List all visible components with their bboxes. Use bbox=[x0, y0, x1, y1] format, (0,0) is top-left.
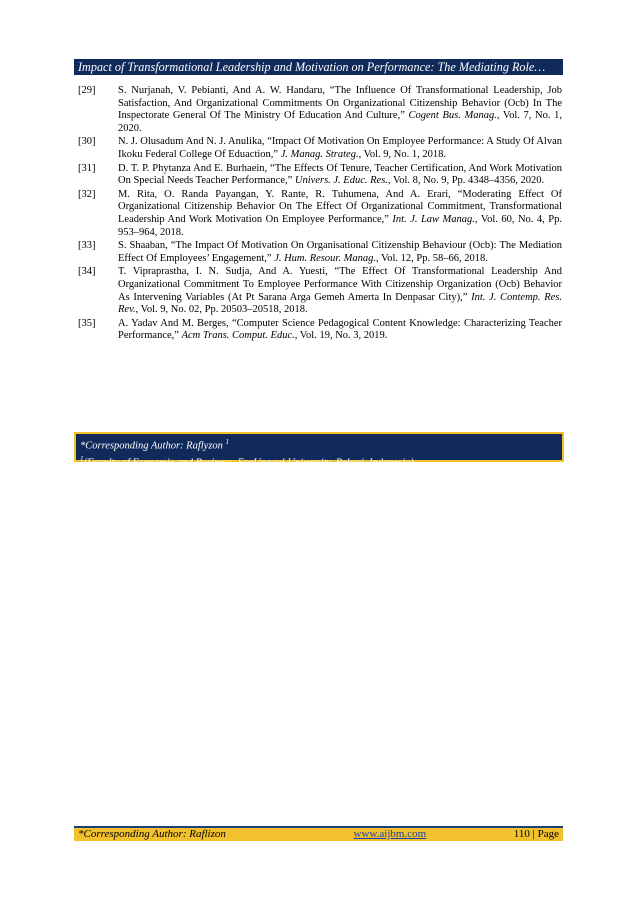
reference-text: M. Rita, O. Randa Payangan, Y. Rante, R. Tuhumena, And A. Erari, “Moderating Effect Of Organizational Citizenship Behavior On The Effect Of Organizational Commitment, Transformational Leadership And Work Motivation On Employee Performance,” Int. J. Law Manag., Vol. 60, No. 4, Pp. 953–964, 2018. bbox=[118, 188, 562, 238]
reference-text: A. Yadav And M. Berges, “Computer Science Pedagogical Content Knowledge: Characterizing Teacher Performance,” Acm Trans. Comput. Educ., Vol. 19, No. 3, 2019. bbox=[118, 317, 562, 342]
reference-item bbox=[78, 189, 562, 239]
journal-name: Univers. J. Educ. Res. bbox=[294, 175, 388, 187]
journal-link[interactable]: www.aijbm.com bbox=[353, 828, 427, 840]
affiliation-marker: 1 bbox=[225, 438, 230, 446]
affiliation-marker: 1 bbox=[80, 454, 84, 463]
journal-name: Int. J. Law Manag. bbox=[392, 213, 475, 225]
reference-item bbox=[78, 85, 562, 135]
journal-name: Int. J. Contemp. Res. Rev. bbox=[118, 291, 562, 316]
reference-text: S. Nurjanah, V. Pebianti, And A. W. Handaru, “The Influence Of Transformational Leadership, Job Satisfaction, And Organizational Commitments On Organizational Citizenship Behavior (Ocb) In The Inspectorate General Of The Ministry Of Education And Culture,” Cogent Bus. Manag., Vol. 7, No. 1, 2020. bbox=[118, 85, 562, 134]
reference-item bbox=[78, 136, 562, 161]
footer-author: *Corresponding Author: Raflizon bbox=[78, 828, 226, 840]
reference-number: [34] bbox=[78, 266, 96, 278]
reference-item bbox=[78, 240, 562, 265]
reference-text: N. J. Olusadum And N. J. Anulika, “Impact Of Motivation On Employee Performance: A Study Of Alvan Ikoku Federal College Of Eduaction,” J. Manag. Strateg., Vol. 9, No. 1, 2018. bbox=[118, 136, 562, 160]
reference-number: [31] bbox=[78, 162, 96, 174]
affiliation-line bbox=[80, 453, 558, 470]
running-title: Impact of Transformational Leadership and Motivation on Performance: The Mediating Role… bbox=[78, 60, 546, 74]
reference-text: S. Shaaban, “The Impact Of Motivation On Organisational Citizenship Behaviour (Ocb): The Mediation Effect Of Employees’ Engagement,” J. Hum. Resour. Manag., Vol. 12, Pp. 58–66, 2018. bbox=[118, 240, 562, 264]
reference-item bbox=[78, 318, 562, 343]
corresponding-author-name: *Corresponding Author: Raflyzon bbox=[80, 440, 226, 452]
affiliation-text: (Faculty of Economic and Business, EsaUnggul University, Bekasi, Indonesia) bbox=[83, 457, 414, 468]
corresponding-author-line bbox=[80, 436, 558, 453]
reference-item bbox=[78, 266, 562, 316]
reference-text: D. T. P. Phytanza And E. Burhaein, “The Effects Of Tenure, Teacher Certification, And Work Motivation On Special Needs Teacher Performance,” Univers. J. Educ. Res., Vol. 8, No. 9, Pp. 4348–4356, 2020. bbox=[118, 162, 562, 187]
journal-name: J. Manag. Strateg. bbox=[280, 148, 359, 160]
reference-list bbox=[78, 85, 562, 344]
reference-item bbox=[78, 163, 562, 188]
journal-name: Acm Trans. Comput. Educ. bbox=[181, 330, 295, 342]
corresponding-author-box bbox=[74, 432, 564, 468]
reference-number: [32] bbox=[78, 188, 96, 200]
page-number: 110 | Page bbox=[513, 828, 559, 840]
reference-number: [30] bbox=[78, 136, 96, 148]
reference-number: [29] bbox=[78, 85, 96, 96]
page-footer bbox=[74, 826, 563, 841]
reference-text: T. Vipraprastha, I. N. Sudja, And A. Yuesti, “The Effect Of Transformational Leadership And Organizational Commitment To Employee Performance With Citizenship Organization (Ocb) Behavior As Intervening Variables (At Pt Sarana Arga Gemeh Amerta In Denpasar City),” Int. J. Contemp. Res. Rev., Vol. 9, No. 02, Pp. 20503–20518, 2018. bbox=[118, 266, 562, 316]
journal-name: J. Hum. Resour. Manag. bbox=[274, 252, 376, 264]
reference-number: [33] bbox=[78, 240, 96, 252]
reference-number: [35] bbox=[78, 317, 96, 329]
journal-name: Cogent Bus. Manag. bbox=[408, 110, 497, 122]
running-header bbox=[74, 59, 563, 75]
